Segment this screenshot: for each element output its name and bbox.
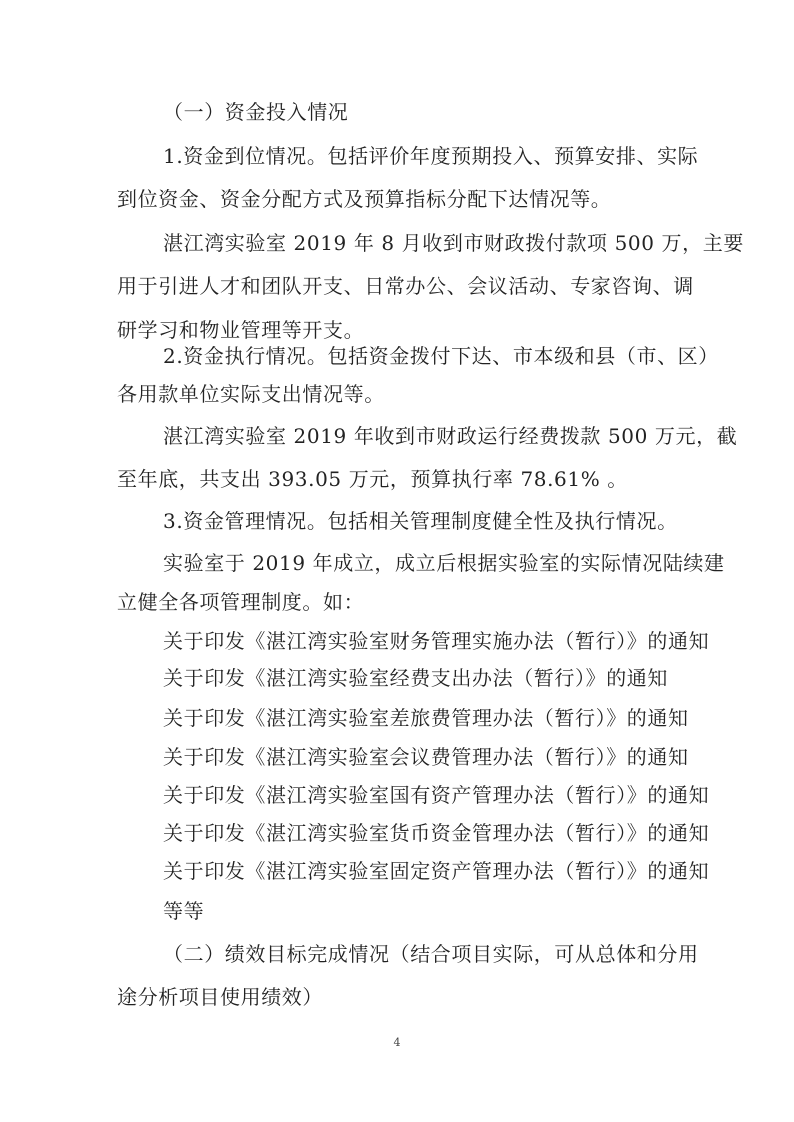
- paragraph-line: 途分析项目使用绩效）: [117, 985, 323, 1009]
- paragraph-line: 立健全各项管理制度。如：: [117, 590, 365, 614]
- regulation-list-item: 关于印发《湛江湾实验室财务管理实施办法（暂行）》的通知: [163, 629, 710, 653]
- paragraph-line: 至年底，共支出 393.05 万元，预算执行率 78.61% 。: [117, 467, 628, 491]
- regulation-list-item: 关于印发《湛江湾实验室货币资金管理办法（暂行）》的通知: [163, 821, 710, 845]
- regulation-list-item: 关于印发《湛江湾实验室国有资产管理办法（暂行）》的通知: [163, 783, 710, 807]
- paragraph-line: 等等: [163, 899, 205, 923]
- regulation-list-item: 关于印发《湛江湾实验室会议费管理办法（暂行）》的通知: [163, 745, 689, 769]
- paragraph-line: 各用款单位实际支出情况等。: [117, 382, 385, 406]
- item-funds-management-heading: 3.资金管理情况。包括相关管理制度健全性及执行情况。: [163, 509, 678, 533]
- paragraph-line: 用于引进人才和团队开支、日常办公、会议活动、专家咨询、调: [117, 274, 694, 298]
- regulation-list-item: 关于印发《湛江湾实验室经费支出办法（暂行）》的通知: [163, 666, 668, 690]
- paragraph-line: 研学习和物业管理等开支。: [117, 318, 365, 342]
- regulation-list-item: 关于印发《湛江湾实验室差旅费管理办法（暂行）》的通知: [163, 706, 689, 730]
- regulation-list-item: 关于印发《湛江湾实验室固定资产管理办法（暂行）》的通知: [163, 859, 710, 883]
- section-heading-performance: （二）绩效目标完成情况（结合项目实际，可从总体和分用: [163, 942, 699, 966]
- paragraph-line: 湛江湾实验室 2019 年收到市财政运行经费拨款 500 万元，截: [163, 424, 738, 448]
- page-number: 4: [393, 1036, 401, 1049]
- item-funds-execution-heading: 2.资金执行情况。包括资金拨付下达、市本级和县（市、区）: [163, 344, 719, 368]
- paragraph-line: 湛江湾实验室 2019 年 8 月收到市财政拨付款项 500 万，主要: [163, 231, 744, 255]
- item-funds-arrival-heading: 1.资金到位情况。包括评价年度预期投入、预算安排、实际: [163, 144, 699, 168]
- section-heading-funding-input: （一）资金投入情况: [163, 100, 349, 124]
- paragraph-line: 实验室于 2019 年成立，成立后根据实验室的实际情况陆续建: [163, 551, 725, 575]
- paragraph-line: 到位资金、资金分配方式及预算指标分配下达情况等。: [117, 187, 612, 211]
